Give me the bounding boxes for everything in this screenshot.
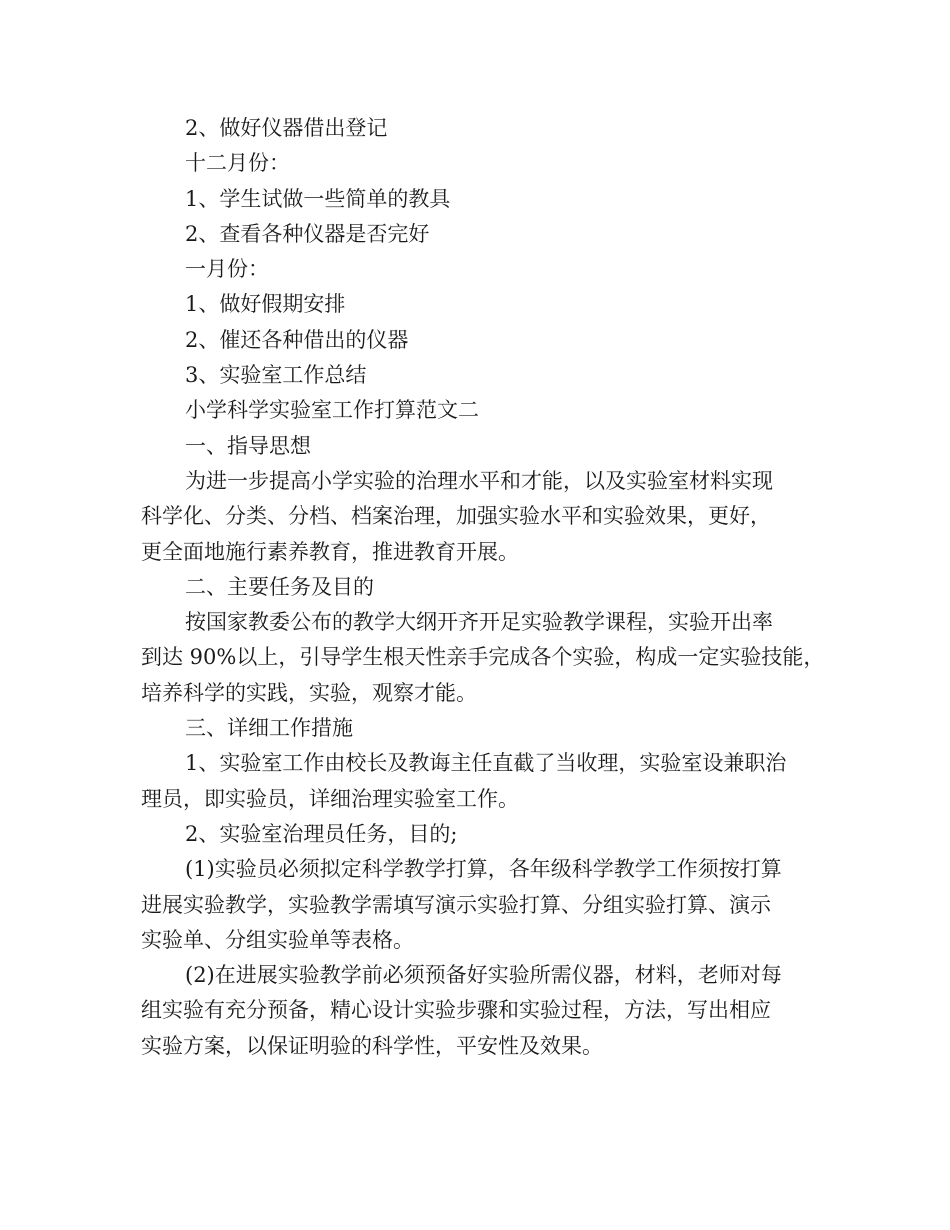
paragraph-line: 按国家教委公布的教学大纲开齐开足实验教学课程，实验开出率	[185, 610, 773, 635]
text-line: 1、学生试做一些简单的教具	[185, 186, 451, 211]
text-line: 1、做好假期安排	[185, 292, 346, 317]
paragraph-line: 1、实验室工作由校长及教诲主任直截了当收理，实验室设兼职治	[185, 751, 787, 776]
paragraph-line: 培养科学的实践，实验，观察才能。	[141, 680, 477, 705]
paragraph-line: (1)实验员必须拟定科学教学打算，各年级科学教学工作须按打算	[185, 857, 782, 882]
month-heading: 一月份：	[185, 257, 269, 282]
text-line: 3、实验室工作总结	[185, 363, 367, 388]
paragraph-line: 进展实验教学，实验教学需填写演示实验打算、分组实验打算、演示	[141, 892, 771, 917]
section-heading: 二、主要任务及目的	[185, 574, 374, 599]
month-heading: 十二月份：	[185, 151, 290, 176]
paragraph-line: 科学化、分类、分档、档案治理，加强实验水平和实验效果，更好，	[141, 504, 771, 529]
paragraph-line: 到达 90%以上，引导学生根天性亲手完成各个实验，构成一定实验技能，	[141, 645, 825, 670]
paragraph-line: 2、实验室治理员任务，目的;	[185, 821, 458, 846]
paragraph-line: (2)在进展实验教学前必须预备好实验所需仪器，材料，老师对每	[185, 963, 782, 988]
text-line: 2、查看各种仪器是否完好	[185, 221, 430, 246]
document-body	[141, 111, 841, 1064]
paragraph-line: 更全面地施行素养教育，推进教育开展。	[141, 539, 519, 564]
paragraph-line: 实验单、分组实验单等表格。	[141, 927, 414, 952]
section-heading: 一、指导思想	[185, 433, 311, 458]
text-line: 2、催还各种借出的仪器	[185, 327, 409, 352]
paragraph-line: 实验方案，以保证明验的科学性，平安性及效果。	[141, 1033, 603, 1058]
paragraph-line: 理员，即实验员，详细治理实验室工作。	[141, 786, 519, 811]
section-heading: 三、详细工作措施	[185, 716, 353, 741]
paragraph-line: 为进一步提高小学实验的治理水平和才能，以及实验室材料实现	[185, 468, 773, 493]
paragraph-line: 组实验有充分预备，精心设计实验步骤和实验过程，方法，写出相应	[141, 998, 771, 1023]
text-line: 2、做好仪器借出登记	[185, 116, 388, 140]
section-title: 小学科学实验室工作打算范文二	[185, 398, 479, 423]
